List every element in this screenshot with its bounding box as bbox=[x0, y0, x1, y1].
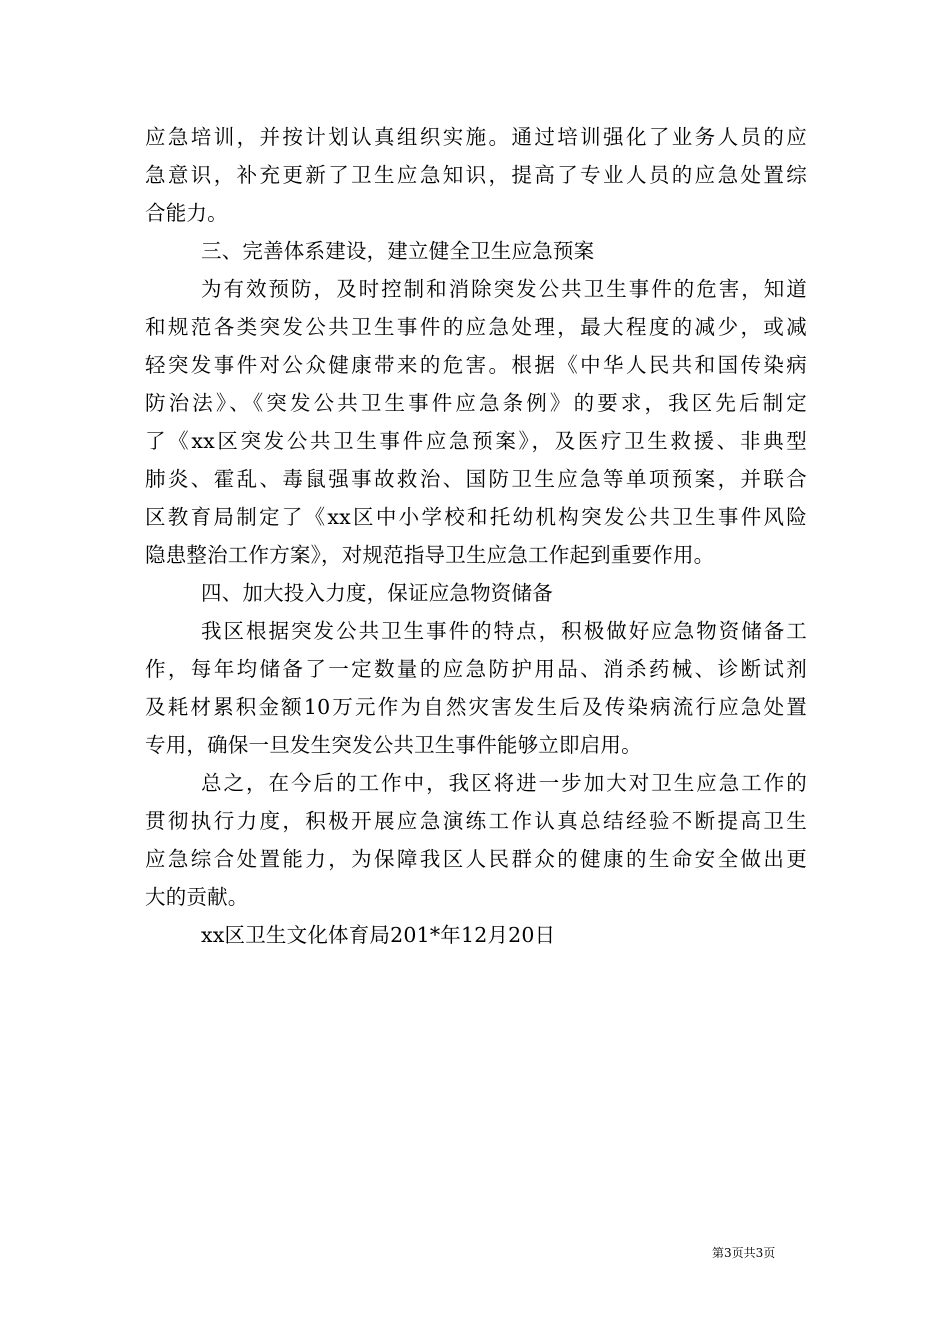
text-line: 作，每年均储备了一定数量的应急防护用品、消杀药械、诊断试剂 bbox=[145, 657, 807, 681]
text-line: 专用，确保一旦发生突发公共卫生事件能够立即启用。 bbox=[145, 733, 642, 757]
text-line: 我区根据突发公共卫生事件的特点，积极做好应急物资储备工 bbox=[201, 619, 807, 643]
text-line: 应急综合处置能力，为保障我区人民群众的健康的生命安全做出更 bbox=[145, 847, 807, 871]
text-line: 贯彻执行力度，积极开展应急演练工作认真总结经验不断提高卫生 bbox=[145, 809, 807, 833]
page-number: 第3页共3页 bbox=[712, 1246, 776, 1260]
section-heading-4: 四、加大投入力度，保证应急物资储备 bbox=[201, 581, 553, 605]
text-line: 和规范各类突发公共卫生事件的应急处理，最大程度的减少，或减 bbox=[145, 315, 807, 339]
text-line: 肺炎、霍乱、毒鼠强事故救治、国防卫生应急等单项预案，并联合 bbox=[145, 467, 807, 491]
text-line: 应急培训，并按计划认真组织实施。通过培训强化了业务人员的应 bbox=[145, 125, 807, 149]
signature-line: xx区卫生文化体育局201*年12月20日 bbox=[201, 923, 556, 947]
text-line: 区教育局制定了《xx区中小学校和托幼机构突发公共卫生事件风险 bbox=[145, 505, 807, 529]
text-line: 防治法》、《突发公共卫生事件应急条例》的要求，我区先后制定 bbox=[145, 391, 807, 415]
section-heading-3: 三、完善体系建设，建立健全卫生应急预案 bbox=[201, 239, 595, 263]
text-line: 及耗材累积金额10万元作为自然灾害发生后及传染病流行应急处置 bbox=[145, 695, 807, 719]
text-line: 急意识，补充更新了卫生应急知识，提高了专业人员的应急处置综 bbox=[145, 163, 807, 187]
text-line: 了《xx区突发公共卫生事件应急预案》，及医疗卫生救援、非典型 bbox=[145, 429, 807, 453]
text-line: 总之，在今后的工作中，我区将进一步加大对卫生应急工作的 bbox=[201, 771, 807, 795]
text-line: 合能力。 bbox=[145, 201, 228, 225]
text-line: 为有效预防，及时控制和消除突发公共卫生事件的危害，知道 bbox=[201, 277, 807, 301]
text-line: 大的贡献。 bbox=[145, 885, 249, 909]
text-line: 隐患整治工作方案》，对规范指导卫生应急工作起到重要作用。 bbox=[145, 543, 715, 567]
document-body bbox=[145, 118, 807, 954]
text-line: 轻突发事件对公众健康带来的危害。根据《中华人民共和国传染病 bbox=[145, 353, 807, 377]
